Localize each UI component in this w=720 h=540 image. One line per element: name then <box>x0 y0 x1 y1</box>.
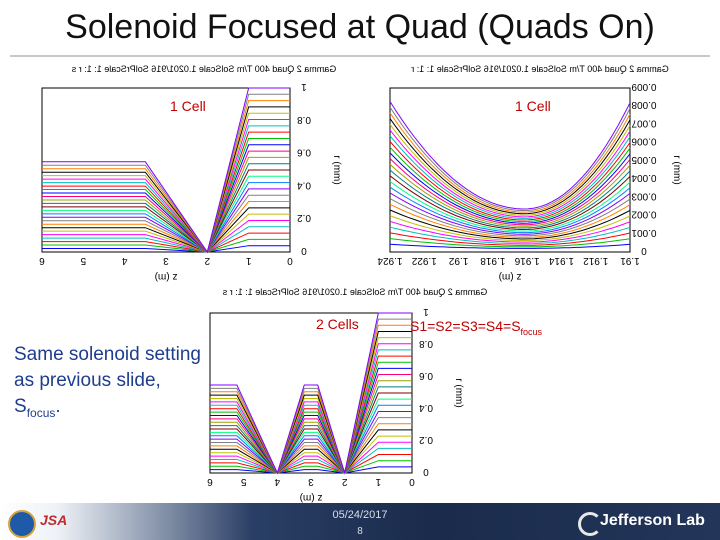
plot-top-right-ytick: 0.003 <box>631 190 657 202</box>
solenoid-equality-label <box>410 318 542 337</box>
plot-top-left-xtick: 2 <box>204 255 211 266</box>
footer-date: 05/24/2017 <box>332 509 388 521</box>
plot-bottom-xtick: 1 <box>375 476 382 487</box>
plot-top-right-svg <box>368 60 712 290</box>
plot-top-left-ylabel: r (mm) <box>331 155 342 185</box>
plot-top-left-svg <box>28 60 380 290</box>
plot-top-right-xtick: 1.912 <box>583 255 609 266</box>
plot-top-right-xtick: 1.918 <box>480 255 506 266</box>
plot-top-right-xtick: 1.924 <box>377 255 403 266</box>
solenoid-equality-main: S1=S2=S3=S4=S <box>410 318 521 334</box>
footer-page-number: 8 <box>357 526 363 537</box>
plot-bottom-xtick: 2 <box>341 476 348 487</box>
plot-bottom-xtick: 5 <box>240 476 247 487</box>
plot-top-right-ytick: 0.001 <box>631 226 657 238</box>
plot-bottom-ylabel: r (mm) <box>453 378 464 408</box>
plot-bottom-ytick: 0.8 <box>419 338 433 349</box>
plot-top-right <box>368 60 712 290</box>
plot-bottom-ytick: 0.2 <box>419 434 433 445</box>
plot-top-right-xtick: 1.91 <box>620 255 640 266</box>
plot-bottom-ytick: 1 <box>423 306 429 317</box>
solenoid-equality-sub: focus <box>520 326 543 337</box>
title-divider <box>10 55 710 57</box>
plot-top-right-ytick: 0 <box>641 245 647 256</box>
plot-bottom-xlabel: z (m) <box>299 492 323 503</box>
plot-top-left-trace <box>42 246 290 252</box>
plot-top-left-ytick: 0 <box>301 245 307 256</box>
plot-bottom-trace <box>210 319 412 473</box>
side-note-sub: focus <box>26 405 56 420</box>
jsa-logo: JSA <box>40 512 68 528</box>
plot-bottom-label: 2 Cells <box>316 316 359 332</box>
plot-bottom-xtick: 0 <box>409 476 415 487</box>
plot-top-left-ytick: 0.2 <box>297 212 311 224</box>
plot-top-right-xtick: 1.914 <box>548 255 574 266</box>
plot-bottom-xtick: 3 <box>308 476 314 487</box>
plot-top-right-ytick: 0.009 <box>631 81 657 92</box>
plot-bottom-header: Gamma 2 Quad 400 T/m SolScale 1.0201/916 SolPrScale 1: 1: r s <box>222 287 488 297</box>
plot-top-right-ytick: 0.007 <box>631 117 657 129</box>
plot-top-left-ytick: 1 <box>301 81 307 92</box>
jefferson-lab-logo: Jefferson Lab <box>600 512 705 529</box>
plot-top-left-ytick: 0.6 <box>297 146 311 158</box>
plot-top-left-xtick: 5 <box>80 255 87 266</box>
side-note-main: Same solenoid setting as previous slide, S <box>14 344 201 417</box>
plot-top-right-ytick: 0.006 <box>631 135 657 147</box>
plot-top-right-xlabel: z (m) <box>498 271 522 282</box>
plot-top-left-xtick: 0 <box>287 255 293 266</box>
plot-bottom-xtick: 6 <box>207 476 213 487</box>
plot-top-right-ytick: 0.004 <box>631 172 657 184</box>
plot-top-right-xtick: 1.916 <box>514 255 540 266</box>
plot-bottom-trace <box>210 467 412 473</box>
plot-top-left <box>28 60 380 290</box>
plot-top-left-xtick: 3 <box>163 255 169 266</box>
plot-bottom-trace <box>210 442 412 473</box>
plot-top-right-ytick: 0.008 <box>631 99 657 111</box>
plot-top-right-xtick: 1.922 <box>411 255 437 266</box>
doe-logo-icon <box>8 510 36 538</box>
jlab-swirl-icon <box>578 512 602 536</box>
side-note-end: . <box>55 396 61 417</box>
plot-top-left-ytick: 0.8 <box>297 113 311 125</box>
plot-top-left-header: Gamma 2 Quad 400 T/m SolScale 1.0201/916 SolPrScale 1: 1: r s <box>71 64 337 74</box>
side-note <box>14 342 204 426</box>
plot-top-right-header: Gamma 2 Quad 400 T/m SolScale 1.0201/916 SolPrScale 1: 1: r <box>411 64 669 74</box>
plot-top-right-label: 1 Cell <box>515 98 551 114</box>
plot-top-left-xlabel: z (m) <box>154 271 178 282</box>
plot-top-left-xtick: 4 <box>121 255 128 266</box>
plot-top-right-xtick: 1.92 <box>448 255 469 266</box>
plot-bottom-ytick: 0.4 <box>419 402 433 413</box>
plot-top-left-label: 1 Cell <box>170 98 206 114</box>
plot-bottom-ytick: 0.6 <box>419 370 433 381</box>
plot-top-right-ytick: 0.002 <box>631 208 657 220</box>
plot-bottom-ytick: 0 <box>423 466 429 477</box>
plot-top-right-ylabel: r (mm) <box>671 155 682 185</box>
plot-bottom-xtick: 4 <box>274 476 281 487</box>
plot-top-left-xtick: 6 <box>39 255 45 266</box>
plot-top-right-ytick: 0.005 <box>631 153 657 165</box>
plot-top-left-ytick: 0.4 <box>297 179 311 191</box>
plot-top-left-xtick: 1 <box>245 255 252 266</box>
plot-bottom-trace <box>210 356 412 473</box>
slide-title: Solenoid Focused at Quad (Quads On) <box>65 8 655 46</box>
